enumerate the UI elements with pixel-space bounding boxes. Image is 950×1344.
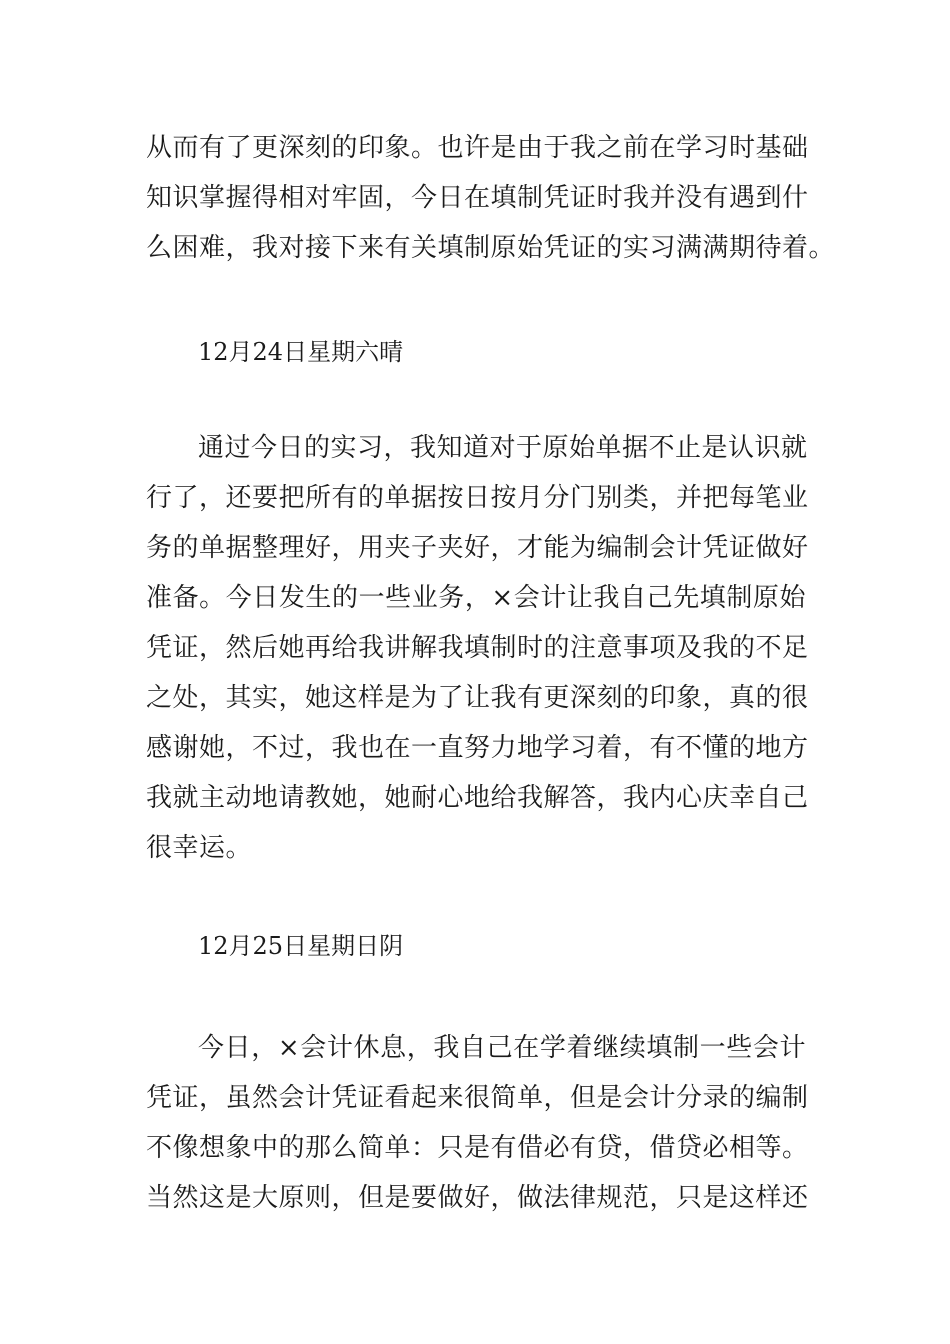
- entry-date-heading: 12月24日星期六晴: [198, 338, 404, 366]
- paragraph-line: 之处，其实，她这样是为了让我有更深刻的印象，真的很: [146, 683, 809, 713]
- paragraph-line: 今日，×会计休息，我自己在学着继续填制一些会计: [198, 1033, 806, 1063]
- paragraph-line: 当然这是大原则，但是要做好，做法律规范，只是这样还: [146, 1183, 809, 1213]
- paragraph-line: 准备。今日发生的一些业务，×会计让我自己先填制原始: [146, 583, 806, 613]
- paragraph-line: 我就主动地请教她，她耐心地给我解答，我内心庆幸自己: [146, 783, 809, 813]
- paragraph-line: 不像想象中的那么简单：只是有借必有贷，借贷必相等。: [146, 1133, 809, 1163]
- paragraph-line: 么困难，我对接下来有关填制原始凭证的实习满满期待着。: [146, 233, 836, 263]
- paragraph-line: 凭证，虽然会计凭证看起来很简单，但是会计分录的编制: [146, 1083, 809, 1113]
- paragraph-line: 凭证，然后她再给我讲解我填制时的注意事项及我的不足: [146, 633, 809, 663]
- entry-date-heading: 12月25日星期日阴: [198, 932, 404, 960]
- paragraph-line: 从而有了更深刻的印象。也许是由于我之前在学习时基础: [146, 133, 809, 163]
- paragraph-line: 行了，还要把所有的单据按日按月分门别类，并把每笔业: [146, 483, 809, 513]
- paragraph-line: 务的单据整理好，用夹子夹好，才能为编制会计凭证做好: [146, 533, 809, 563]
- paragraph-line: 很幸运。: [146, 833, 253, 863]
- paragraph-line: 知识掌握得相对牢固，今日在填制凭证时我并没有遇到什: [146, 183, 809, 213]
- paragraph-line: 通过今日的实习，我知道对于原始单据不止是认识就: [198, 433, 808, 463]
- paragraph-line: 感谢她，不过，我也在一直努力地学习着，有不懂的地方: [146, 733, 809, 763]
